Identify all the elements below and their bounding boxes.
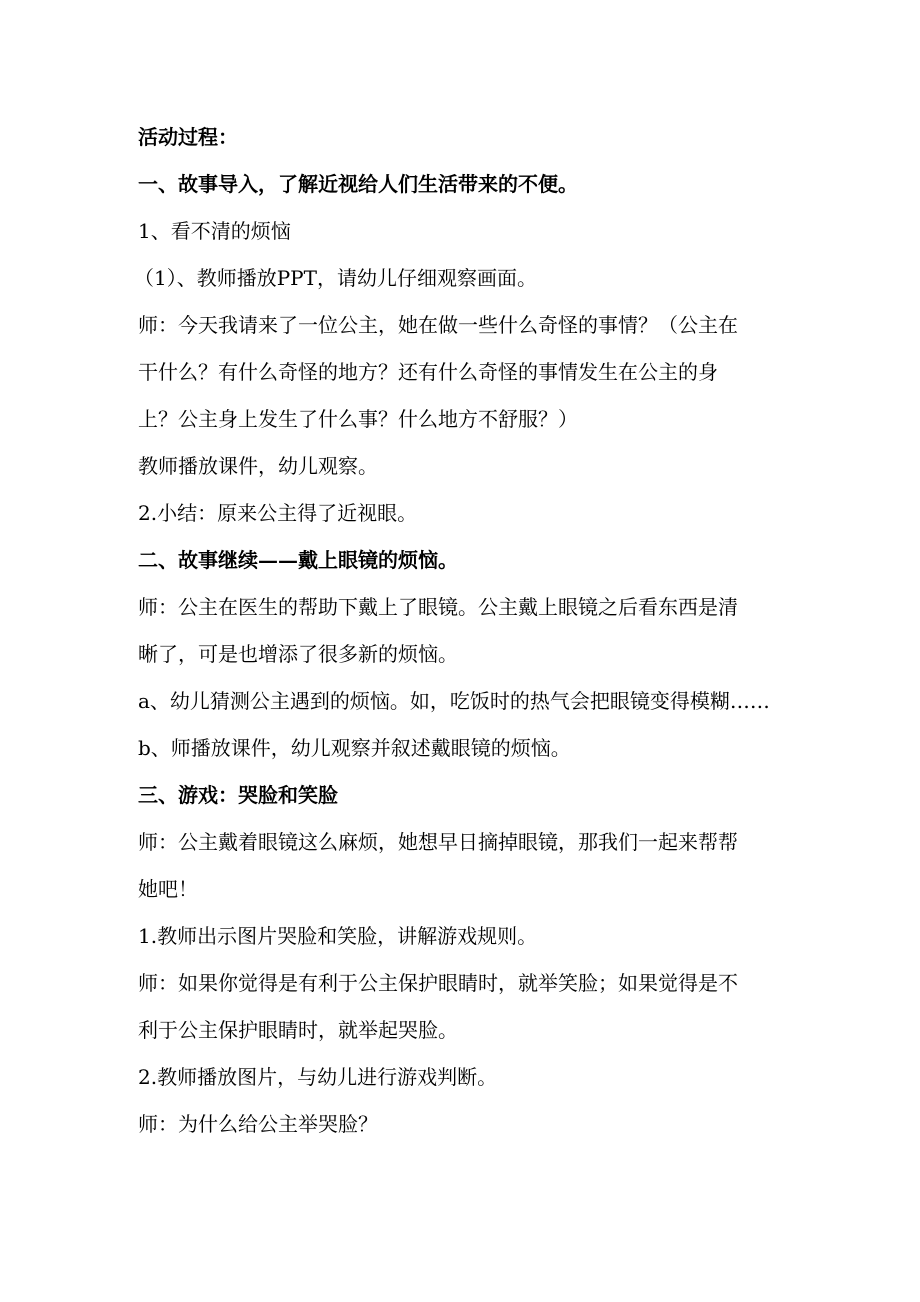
section-heading-3: 三、游戏：哭脸和笑脸 (138, 783, 338, 807)
paragraph-line: 2.小结：原来公主得了近视眼。 (138, 501, 418, 525)
paragraph-line: （1）、教师播放PPT，请幼儿仔细观察画面。 (134, 266, 537, 290)
paragraph-line: 1、看不清的烦恼 (138, 219, 291, 243)
paragraph-line: 师：今天我请来了一位公主，她在做一些什么奇怪的事情？（公主在 (138, 313, 738, 337)
section-heading-2: 二、故事继续——戴上眼镜的烦恼。 (138, 548, 458, 572)
paragraph-line: 教师播放课件，幼儿观察。 (138, 454, 378, 478)
paragraph-line: b、师播放课件，幼儿观察并叙述戴眼镜的烦恼。 (138, 736, 571, 760)
paragraph-line: 利于公主保护眼睛时，就举起哭脸。 (138, 1018, 458, 1042)
section-heading-1: 一、故事导入，了解近视给人们生活带来的不便。 (138, 172, 578, 196)
paragraph-line: 她吧！ (138, 877, 198, 901)
paragraph-line: 上？公主身上发生了什么事？什么地方不舒服？） (138, 407, 578, 431)
paragraph-line: 干什么？有什么奇怪的地方？还有什么奇怪的事情发生在公主的身 (138, 360, 718, 384)
paragraph-line: 师：如果你觉得是有利于公主保护眼睛时，就举笑脸；如果觉得是不 (138, 971, 738, 995)
paragraph-line: a、幼儿猜测公主遇到的烦恼。如，吃饭时的热气会把眼镜变得模糊…… (138, 689, 770, 713)
paragraph-line: 师：公主戴着眼镜这么麻烦，她想早日摘掉眼镜，那我们一起来帮帮 (138, 830, 738, 854)
paragraph-line: 师：为什么给公主举哭脸？ (138, 1112, 378, 1136)
paragraph-line: 师：公主在医生的帮助下戴上了眼镜。公主戴上眼镜之后看东西是清 (138, 595, 738, 619)
section-heading-activity-process: 活动过程： (138, 125, 238, 149)
paragraph-line: 1.教师出示图片哭脸和笑脸，讲解游戏规则。 (138, 924, 538, 948)
document-body (134, 114, 788, 1148)
paragraph-line: 2.教师播放图片，与幼儿进行游戏判断。 (138, 1065, 498, 1089)
paragraph-line: 晰了，可是也增添了很多新的烦恼。 (138, 642, 458, 666)
